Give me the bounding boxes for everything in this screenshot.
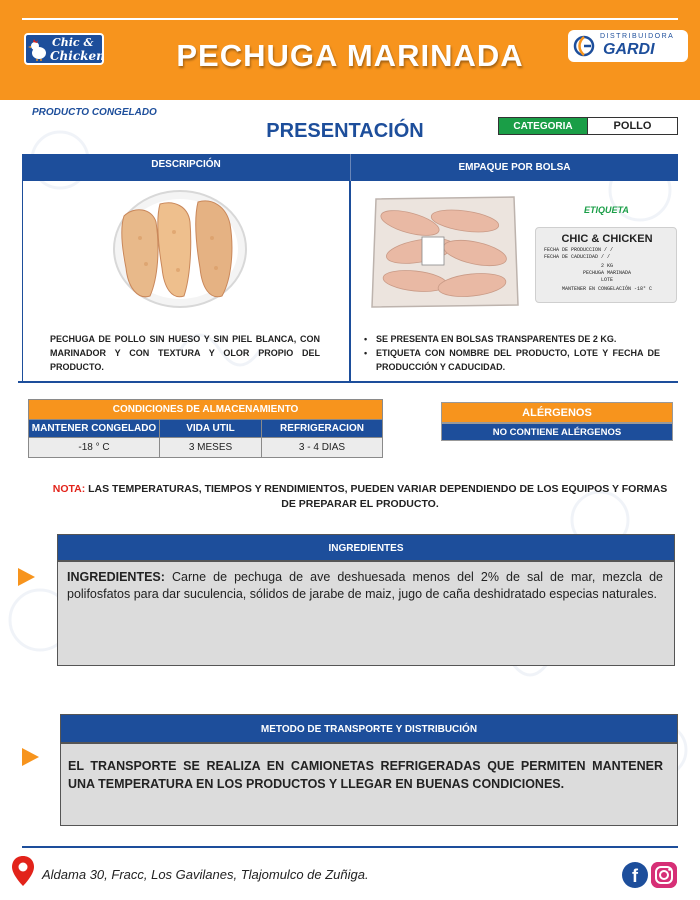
description-header: DESCRIPCIÓN (22, 154, 350, 181)
storage-value-shelf-life: 3 MESES (160, 438, 262, 458)
label-card-storage: MANTENER EN CONGELACIÓN -18° C (561, 286, 652, 292)
header-divider (22, 18, 678, 20)
footer-address: Aldama 30, Fracc, Los Gavilanes, Tlajomulco de Zuñiga. (42, 867, 369, 882)
presentation-title: PRESENTACIÓN (266, 120, 424, 142)
packaging-list (364, 332, 660, 374)
section-divider (18, 381, 678, 383)
label-card-lote: LOTE (600, 277, 613, 283)
logo-text-line2: Chicken (50, 49, 105, 63)
ingredients-body: Carne de pechuga de ave deshuesada menos del 2% de sal de mar, mezcla de polifosfatos para dar suculencia, sólidos de jarabe de maiz, jugo de caña deshidratado especias naturales. (67, 570, 663, 601)
panel-divider (349, 181, 351, 381)
product-type-label: PRODUCTO CONGELADO (32, 107, 157, 118)
logo-text-line1: Chic & (52, 36, 94, 49)
list-item: • ETIQUETA CON NOMBRE DEL PRODUCTO, LOTE Y FECHA DE PRODUCCIÓN Y CADUCIDAD. (364, 348, 660, 372)
header-banner (0, 0, 700, 100)
allergens-value: NO CONTIENE ALÉRGENOS (441, 423, 673, 441)
ingredients-label: INGREDIENTES: (67, 570, 165, 584)
packaging-bullet-1: SE PRESENTA EN BOLSAS TRANSPARENTES DE 2 KG. (376, 334, 617, 344)
storage-title: CONDICIONES DE ALMACENAMIENTO (29, 400, 383, 420)
note-body: LAS TEMPERATURAS, TIEMPOS Y RENDIMIENTOS, PUEDEN VARIAR DEPENDIENDO DE LOS EQUIPOS Y FORMAS DE PREPARAR EL PRODUCTO. (85, 483, 668, 510)
chic-chicken-logo (24, 33, 104, 65)
arrow-icon (22, 748, 39, 766)
label-card-expiry-date: FECHA DE CADUCIDAD / / (544, 254, 611, 260)
list-item: • SE PRESENTA EN BOLSAS TRANSPARENTES DE 2 KG. (364, 334, 617, 344)
arrow-icon (18, 568, 35, 586)
label-card-production-date: FECHA DE PRODUCCION / / (544, 247, 614, 253)
product-label-card (535, 227, 677, 303)
category-label: CATEGORIA (498, 117, 588, 135)
footer-divider (22, 846, 678, 848)
transport-text: EL TRANSPORTE SE REALIZA EN CAMIONETAS REFRIGERADAS QUE PERMITEN MANTENER UNA TEMPERATURA EN LOS PRODUCTOS Y LLEGAR EN BUENAS CONDICIONES. (68, 759, 663, 791)
label-card-weight: 2 KG (600, 263, 613, 269)
ingredients-header: INGREDIENTES (57, 534, 675, 561)
packaging-header: EMPAQUE POR BOLSA (350, 154, 678, 181)
category-value: POLLO (587, 117, 678, 135)
product-plate-image (112, 188, 248, 310)
location-pin-icon (12, 856, 34, 886)
storage-conditions-table (28, 399, 383, 458)
product-bag-image (370, 193, 520, 311)
packaging-bullet-2: ETIQUETA CON NOMBRE DEL PRODUCTO, LOTE Y FECHA DE PRODUCCIÓN Y CADUCIDAD. (376, 348, 660, 372)
gardi-logo (568, 30, 688, 62)
label-card-product: PECHUGA MARINADA (582, 270, 631, 276)
label-card-title: CHIC & CHICKEN (561, 233, 653, 245)
ingredients-text (67, 569, 663, 603)
storage-value-frozen: -18 ° C (29, 438, 160, 458)
description-text: PECHUGA DE POLLO SIN HUESO Y SIN PIEL BLANCA, CON MARINADOR Y CON TEXTURA Y OLOR PROPIO DEL PRODUCTO. (50, 334, 320, 372)
gardi-name: GARDI (603, 41, 655, 58)
facebook-icon[interactable]: f (622, 862, 648, 888)
storage-header-refrigeration: REFRIGERACION (262, 420, 383, 438)
note-label: NOTA: (52, 483, 86, 495)
instagram-icon[interactable] (651, 862, 677, 888)
storage-value-refrigeration: 3 - 4 DIAS (262, 438, 383, 458)
page-title: PECHUGA MARINADA (176, 38, 524, 73)
storage-header-shelf-life: VIDA UTIL (160, 420, 262, 438)
transport-header: METODO DE TRANSPORTE Y DISTRIBUCIÓN (60, 714, 678, 743)
note-text (52, 482, 668, 512)
gardi-mark-icon (573, 34, 595, 58)
storage-header-frozen: MANTENER CONGELADO (29, 420, 160, 438)
chicken-icon (28, 39, 48, 61)
allergens-title: ALÉRGENOS (441, 402, 673, 423)
gardi-subtitle: DISTRIBUIDORA (600, 33, 675, 40)
label-caption: ETIQUETA (584, 205, 629, 215)
